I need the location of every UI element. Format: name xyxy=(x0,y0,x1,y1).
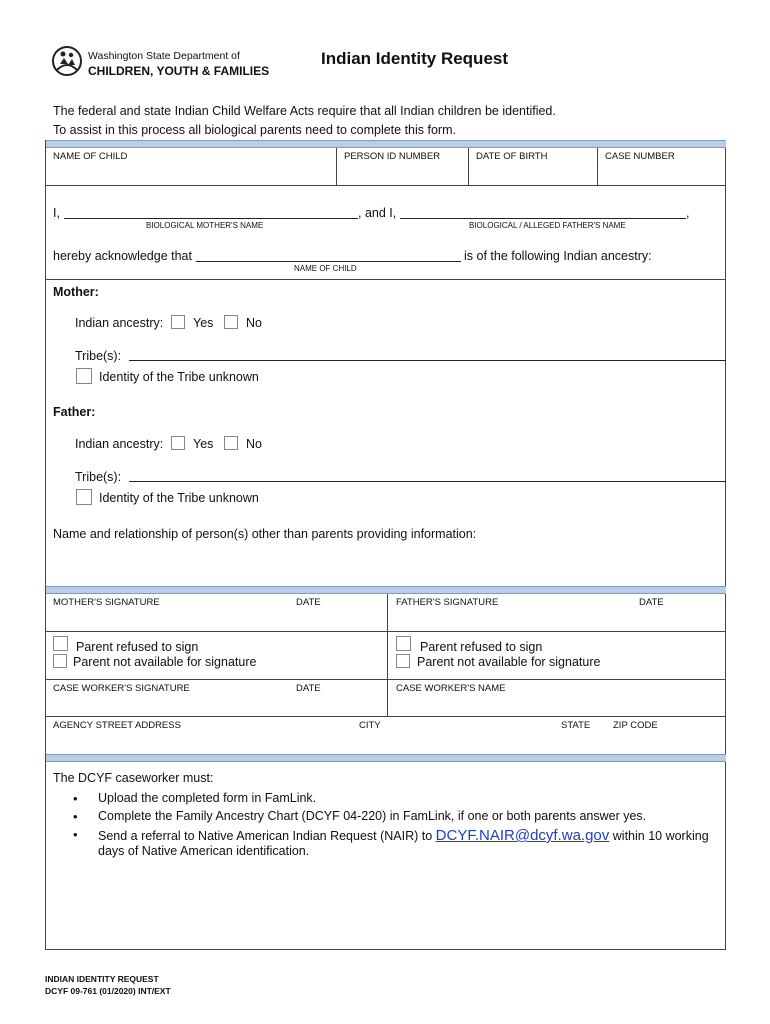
mother-date-field[interactable]: DATE xyxy=(296,597,321,608)
father-signature-field[interactable]: FATHER'S SIGNATURE xyxy=(396,597,499,608)
father-not-available-checkbox[interactable] xyxy=(396,654,410,668)
form-border-bottom xyxy=(45,949,726,950)
agency-street-field[interactable]: AGENCY STREET ADDRESS xyxy=(53,720,181,731)
father-ancestry-label: Indian ancestry: xyxy=(75,437,164,451)
instructions-list xyxy=(73,791,723,844)
mother-tribes-input[interactable] xyxy=(129,360,726,361)
instruction-continuation: days of Native American identification. xyxy=(98,844,310,858)
instruction-text: within 10 working xyxy=(612,829,709,843)
state-field[interactable]: STATE xyxy=(561,720,591,731)
mother-tribe-unknown-checkbox[interactable] xyxy=(76,368,92,384)
father-no-label: No xyxy=(246,437,262,451)
ack-hereby: hereby acknowledge that xyxy=(53,249,192,263)
agency-logo xyxy=(51,44,83,78)
others-label: Name and relationship of person(s) other than parents providing information: xyxy=(53,527,477,541)
divider xyxy=(45,679,726,680)
ack-comma: , xyxy=(686,206,690,220)
intro-line2: To assist in this process all biological parents need to complete this form. xyxy=(53,123,456,137)
divider xyxy=(45,716,726,717)
ack-is-of: is of the following Indian ancestry: xyxy=(464,249,652,263)
child-name-caption: NAME OF CHILD xyxy=(294,264,357,273)
mother-refused-checkbox[interactable] xyxy=(53,636,68,651)
person-id-field[interactable]: PERSON ID NUMBER xyxy=(344,151,441,162)
ack-and-i: , and I, xyxy=(358,206,397,220)
instruction-item xyxy=(73,809,723,823)
zip-code-field[interactable]: ZIP CODE xyxy=(613,720,658,731)
form-border-right xyxy=(725,140,726,950)
father-heading: Father: xyxy=(53,405,96,419)
agency-line1: Washington State Department of xyxy=(88,50,240,62)
mother-no-label: No xyxy=(246,316,262,330)
mother-not-available-checkbox[interactable] xyxy=(53,654,67,668)
father-name-caption: BIOLOGICAL / ALLEGED FATHER'S NAME xyxy=(469,221,626,230)
father-tribe-unknown-checkbox[interactable] xyxy=(76,489,92,505)
mother-refused-label: Parent refused to sign xyxy=(76,640,199,654)
divider xyxy=(336,148,337,186)
mother-yes-checkbox[interactable] xyxy=(171,315,185,329)
mother-name-caption: BIOLOGICAL MOTHER'S NAME xyxy=(146,221,264,230)
intro-line1: The federal and state Indian Child Welfare Acts require that all Indian children be identified. xyxy=(53,104,556,118)
caseworker-name-field[interactable]: CASE WORKER'S NAME xyxy=(396,683,506,694)
father-tribe-unknown-label: Identity of the Tribe unknown xyxy=(99,491,259,505)
mother-signature-field[interactable]: MOTHER'S SIGNATURE xyxy=(53,597,160,608)
father-name-input[interactable] xyxy=(400,218,686,219)
ack-i: I, xyxy=(53,206,60,220)
mother-tribe-unknown-label: Identity of the Tribe unknown xyxy=(99,370,259,384)
father-yes-checkbox[interactable] xyxy=(171,436,185,450)
mother-tribes-label: Tribe(s): xyxy=(75,349,122,363)
instruction-text: Send a referral to Native American Indian Request (NAIR) to xyxy=(98,829,433,843)
case-number-field[interactable]: CASE NUMBER xyxy=(605,151,675,162)
caseworker-signature-field[interactable]: CASE WORKER'S SIGNATURE xyxy=(53,683,190,694)
father-date-field[interactable]: DATE xyxy=(639,597,664,608)
father-tribes-label: Tribe(s): xyxy=(75,470,122,484)
instruction-item xyxy=(73,791,723,805)
page-title: Indian Identity Request xyxy=(321,49,509,68)
mother-name-input[interactable] xyxy=(64,218,358,219)
mother-yes-label: Yes xyxy=(193,316,214,330)
father-refused-label: Parent refused to sign xyxy=(420,640,543,654)
footer-form-number: DCYF 09-761 (01/2020) INT/EXT xyxy=(45,986,171,996)
father-not-available-label: Parent not available for signature xyxy=(417,655,601,669)
father-tribes-input[interactable] xyxy=(129,481,726,482)
city-field[interactable]: CITY xyxy=(359,720,381,731)
divider xyxy=(387,680,388,716)
agency-line2: CHILDREN, YOUTH & FAMILIES xyxy=(88,64,270,78)
father-no-checkbox[interactable] xyxy=(224,436,238,450)
father-yes-label: Yes xyxy=(193,437,214,451)
instruction-item xyxy=(73,827,723,844)
divider xyxy=(468,148,469,186)
date-of-birth-field[interactable]: DATE OF BIRTH xyxy=(476,151,548,162)
mother-heading: Mother: xyxy=(53,285,99,299)
form-border-left xyxy=(45,140,46,950)
instructions-heading: The DCYF caseworker must: xyxy=(53,771,214,785)
mother-ancestry-label: Indian ancestry: xyxy=(75,316,164,330)
caseworker-date-field[interactable]: DATE xyxy=(296,683,321,694)
divider xyxy=(597,148,598,186)
footer-form-name: INDIAN IDENTITY REQUEST xyxy=(45,974,159,984)
instruction-text: Complete the Family Ancestry Chart (DCYF 04-220) in FamLink, if one or both parents answer yes. xyxy=(98,809,647,823)
divider xyxy=(45,279,726,280)
mother-not-available-label: Parent not available for signature xyxy=(73,655,257,669)
name-of-child-field[interactable]: NAME OF CHILD xyxy=(53,151,128,162)
mother-no-checkbox[interactable] xyxy=(224,315,238,329)
divider xyxy=(45,185,726,186)
instruction-text: Upload the completed form in FamLink. xyxy=(98,791,317,805)
section-bar-top xyxy=(46,140,726,148)
section-bar-instructions xyxy=(46,754,726,762)
dcyf-logo-icon xyxy=(51,44,83,78)
divider xyxy=(45,631,726,632)
section-bar-signatures xyxy=(46,586,726,594)
child-name-input[interactable] xyxy=(196,261,461,262)
nair-email-link[interactable]: DCYF.NAIR@dcyf.wa.gov xyxy=(435,827,610,844)
divider xyxy=(387,594,388,680)
father-refused-checkbox[interactable] xyxy=(396,636,411,651)
